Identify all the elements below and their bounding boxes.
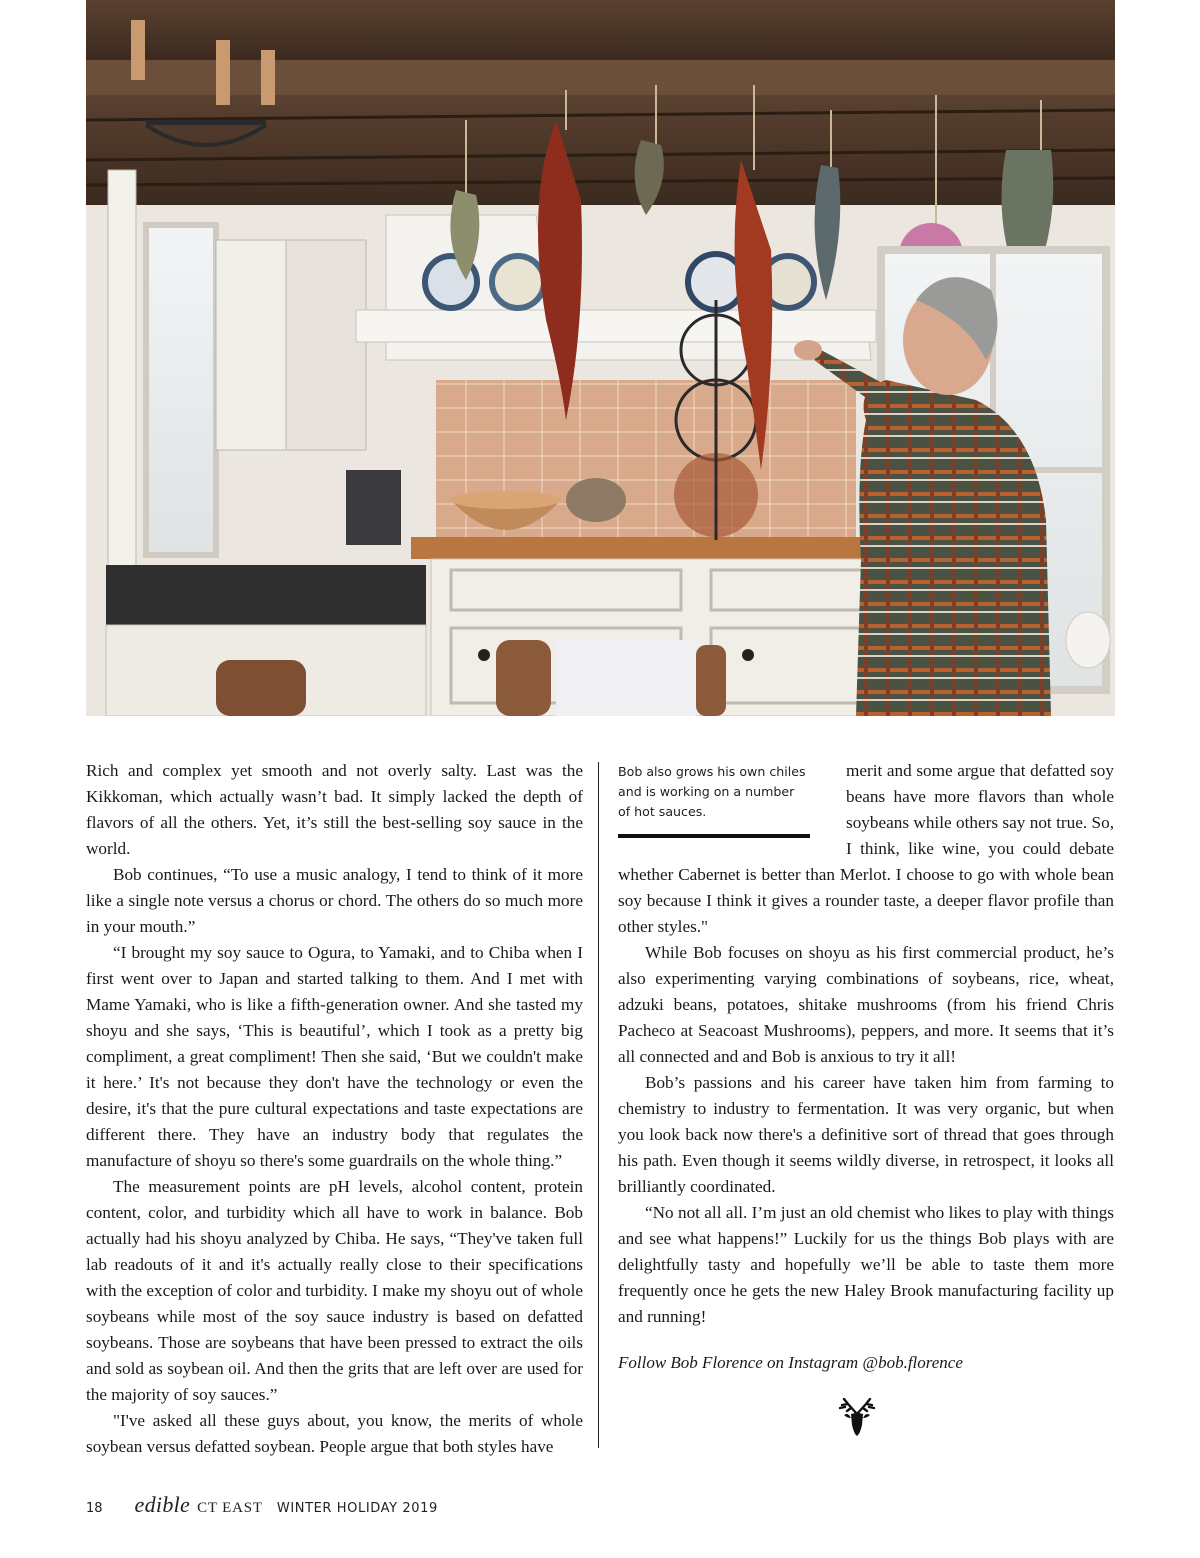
kitchen-photo [86, 0, 1115, 716]
issue-label: WINTER HOLIDAY 2019 [276, 1501, 438, 1516]
magazine-region: CT EAST [197, 1500, 263, 1516]
column-divider [598, 762, 599, 1448]
article-column-right [618, 758, 1114, 1330]
paragraph: The measurement points are pH levels, alcohol content, protein content, color, and turbidity which all have to work in balance. Bob actually had his shoyu analyzed by Chiba. He says, “They've taken full lab readouts of it and it's actually really close to their specifications with the exception of color and turbidity. I make my shoyu out of whole soybeans while most of the soy sauce industry is based on defatted soybeans. Those are soybeans that have been pressed to extract the oils and sold as soybean oil. And then the grits that are left over are used for the majority of soy sauces.” [86, 1177, 583, 1404]
paragraph: “I brought my soy sauce to Ogura, to Yamaki, and to Chiba when I first went over to Japan and started talking to them. And I met with Mame Yamaki, who is like a fifth-generation owner. And she tasted my shoyu and she says, ‘This is beautiful’, which I took as a pretty big compliment, a great compliment! Then she said, ‘But we couldn't make it here.’ It's not because they don't have the technology or even the desire, it's that the pure cultural expectations and taste expectations are different there. They have an industry body that regulates the manufacture of shoyu so there's some guardrails on the whole thing.” [86, 943, 583, 1170]
photo-caption: Bob also grows his own chiles and is working on a number of hot sauces. [618, 762, 810, 838]
magazine-brand: edible [134, 1492, 191, 1517]
paragraph: "I've asked all these guys about, you know, the merits of whole soybean versus defatted soybean. People argue that both styles have [86, 1411, 583, 1456]
paragraph: Rich and complex yet smooth and not overly salty. Last was the Kikkoman, which actually wasn’t bad. It simply lacked the depth of flavors of all the others. Yet, it’s still the best-selling soy sauce in the world. [86, 761, 583, 858]
paragraph: Bob continues, “To use a music analogy, I tend to think of it more like a single note versus a chorus or chord. The others do so much more in your mouth.” [86, 865, 583, 936]
instagram-credit: Follow Bob Florence on Instagram @bob.florence [618, 1353, 963, 1372]
paragraph: Bob’s passions and his career have taken him from farming to chemistry to industry to fermentation. It was very organic, but when you look back now there's a definitive sort of thread that goes through his path. Even though it seems wildly diverse, in retrospect, it looks all brilliantly coordinated. [618, 1073, 1114, 1196]
deer-head-icon [836, 1398, 878, 1438]
paragraph: merit and some argue that defatted soy beans have more flavors than whole soybeans while others say not true. So, I think, like wine, you could debate whether Cabernet is better than Merlot. I choose to go with whole bean soy because I think it gives a rounder taste, a deeper flavor profile than other styles." [618, 761, 1114, 936]
paragraph: “No not all all. I’m just an old chemist who likes to play with things and see what happens!” Luckily for us the things Bob plays with are delightfully tasty and hopefully we’ll be able to taste them more frequently once he gets the new Haley Brook manufacturing facility up and running! [618, 1203, 1114, 1326]
article-column-left [86, 758, 583, 1460]
page-number: 18 [86, 1501, 103, 1516]
page-footer [86, 1492, 438, 1516]
paragraph: While Bob focuses on shoyu as his first commercial product, he’s also experimenting varying combinations of soybeans, rice, wheat, adzuki beans, potatoes, shitake mushrooms (from his friend Chris Pacheco at Seacoast Mushrooms), peppers, and more. It seems that it’s all connected and and Bob is anxious to try it all! [618, 943, 1114, 1066]
